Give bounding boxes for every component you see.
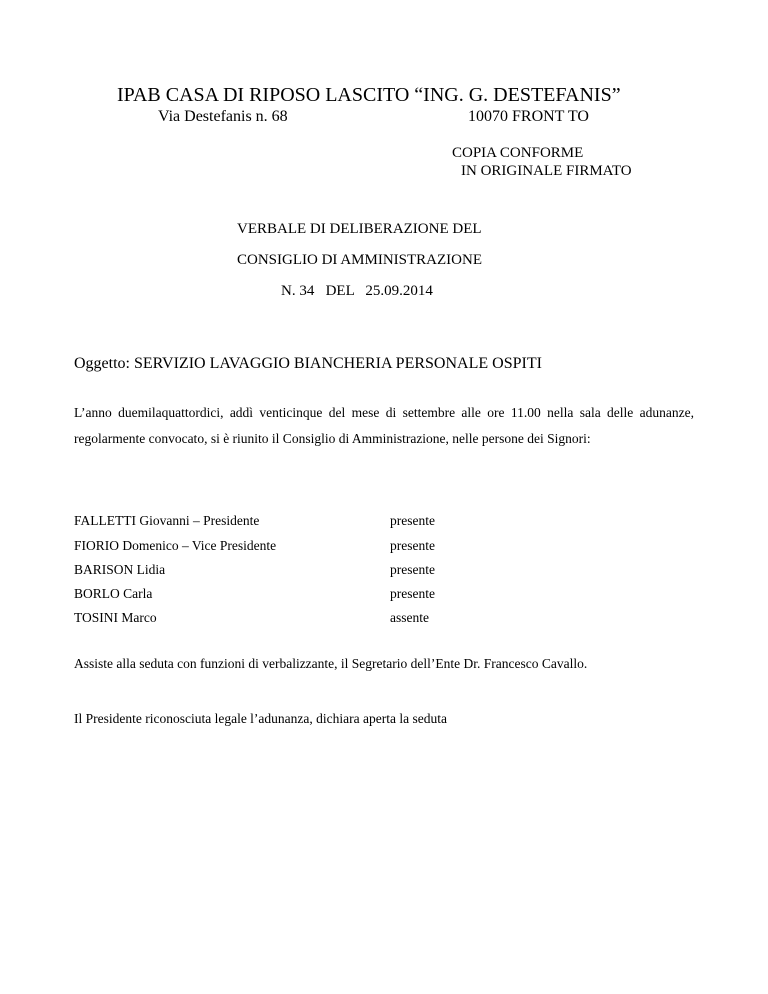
member-name: FALLETTI Giovanni – Presidente — [74, 513, 260, 528]
opening-statement: Il Presidente riconosciuta legale l’adunanza, dichiara aperta la seduta — [74, 711, 447, 726]
intro-paragraph: L’anno duemilaquattordici, addì venticinque del mese di settembre alle ore 11.00 nella sala delle adunanze, regolarmente convocato, si è riunito il Consiglio di Amministrazione, nelle persone dei Signori: — [74, 405, 694, 446]
member-status: presente — [390, 513, 435, 528]
address-city: 10070 FRONT TO — [468, 108, 589, 125]
member-status: presente — [390, 562, 435, 577]
deliberation-number-date: N. 34 DEL 25.09.2014 — [281, 283, 433, 299]
address-street: Via Destefanis n. 68 — [158, 108, 288, 125]
member-name: TOSINI Marco — [74, 610, 157, 625]
member-status: presente — [390, 538, 435, 553]
member-status: presente — [390, 586, 435, 601]
member-name: BORLO Carla — [74, 586, 153, 601]
organization-title: IPAB CASA DI RIPOSO LASCITO “ING. G. DESTEFANIS” — [117, 84, 621, 106]
member-name: BARISON Lidia — [74, 562, 166, 577]
member-name: FIORIO Domenico – Vice Presidente — [74, 538, 277, 553]
copy-notice-line-2: IN ORIGINALE FIRMATO — [461, 163, 632, 179]
member-status: assente — [390, 610, 429, 625]
copy-notice-line-1: COPIA CONFORME — [452, 145, 584, 161]
deliberation-heading-line-1: VERBALE DI DELIBERAZIONE DEL — [237, 221, 482, 237]
secretary-statement: Assiste alla seduta con funzioni di verbalizzante, il Segretario dell’Ente Dr. Francesco Cavallo. — [74, 656, 588, 671]
deliberation-heading-line-2: CONSIGLIO DI AMMINISTRAZIONE — [237, 252, 482, 268]
subject-line: Oggetto: SERVIZIO LAVAGGIO BIANCHERIA PERSONALE OSPITI — [74, 355, 542, 372]
